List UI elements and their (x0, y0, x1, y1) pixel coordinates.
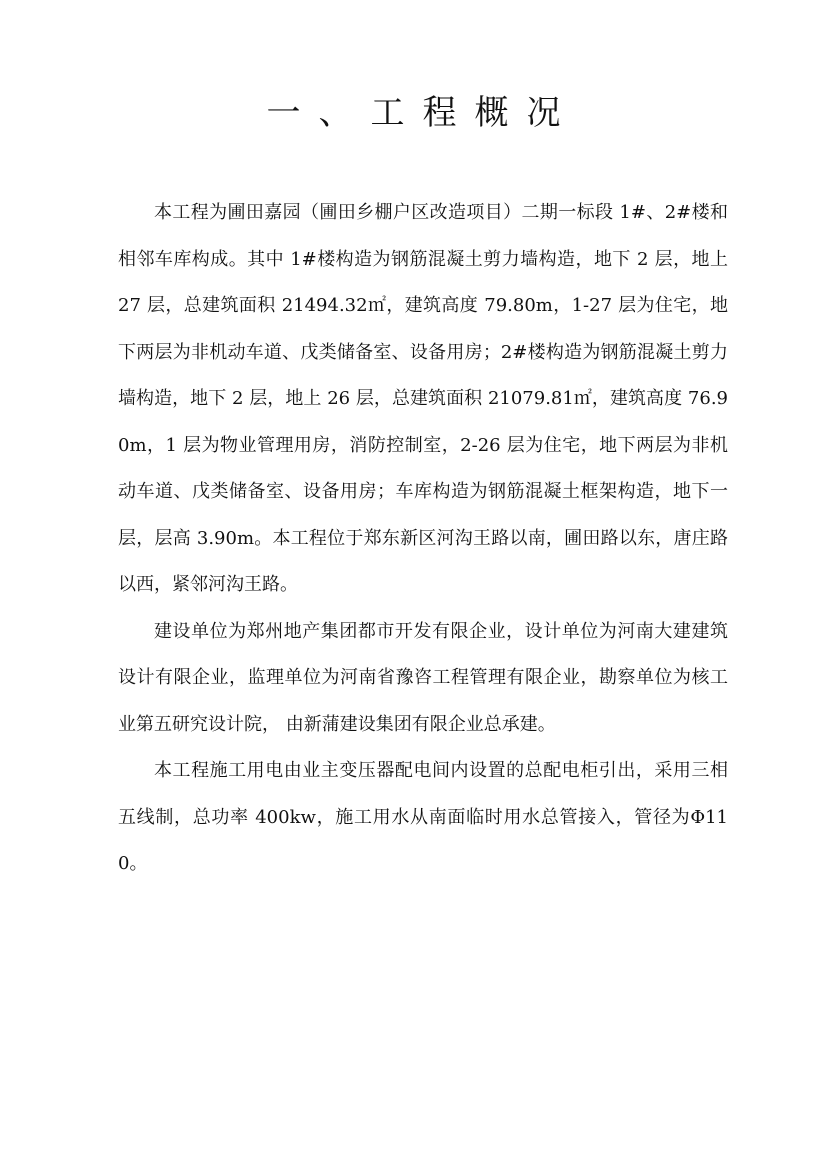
paragraph-project-overview: 本工程为圃田嘉园（圃田乡棚户区改造项目）二期一标段 1#、2#楼和相邻车库构成。其中 1#楼构造为钢筋混凝土剪力墙构造，地下 2 层，地上 27 层，总建筑面积 21494.32㎡，建筑高度 79.80m，1-27 层为住宅，地下两层为非机动车道、戊类储备室、设备用房；2#楼构造为钢筋混凝土剪力墙构造，地下 2 层，地上 26 层，总建筑面积 21079.81㎡，建筑高度 76.90m，1 层为物业管理用房，消防控制室，2-26 层为住宅，地下两层为非机动车道、戊类储备室、设备用房；车库构造为钢筋混凝土框架构造，地下一层，层高 3.90m。本工程位于郑东新区河沟王路以南，圃田路以东，唐庄路以西，紧邻河沟王路。 (118, 202, 728, 595)
page-title: 一、工程概况 (266, 93, 579, 133)
paragraph-parties: 建设单位为郑州地产集团都市开发有限企业，设计单位为河南大建建筑设计有限企业，监理单位为河南省豫咨工程管理有限企业，勘察单位为核工业第五研究设计院， 由新蒲建设集团有限企业总承建。 (118, 620, 728, 735)
document-body (118, 190, 728, 888)
paragraph-utilities: 本工程施工用电由业主变压器配电间内设置的总配电柜引出，采用三相五线制，总功率 400kw，施工用水从南面临时用水总管接入，管径为Φ110。 (118, 760, 728, 874)
